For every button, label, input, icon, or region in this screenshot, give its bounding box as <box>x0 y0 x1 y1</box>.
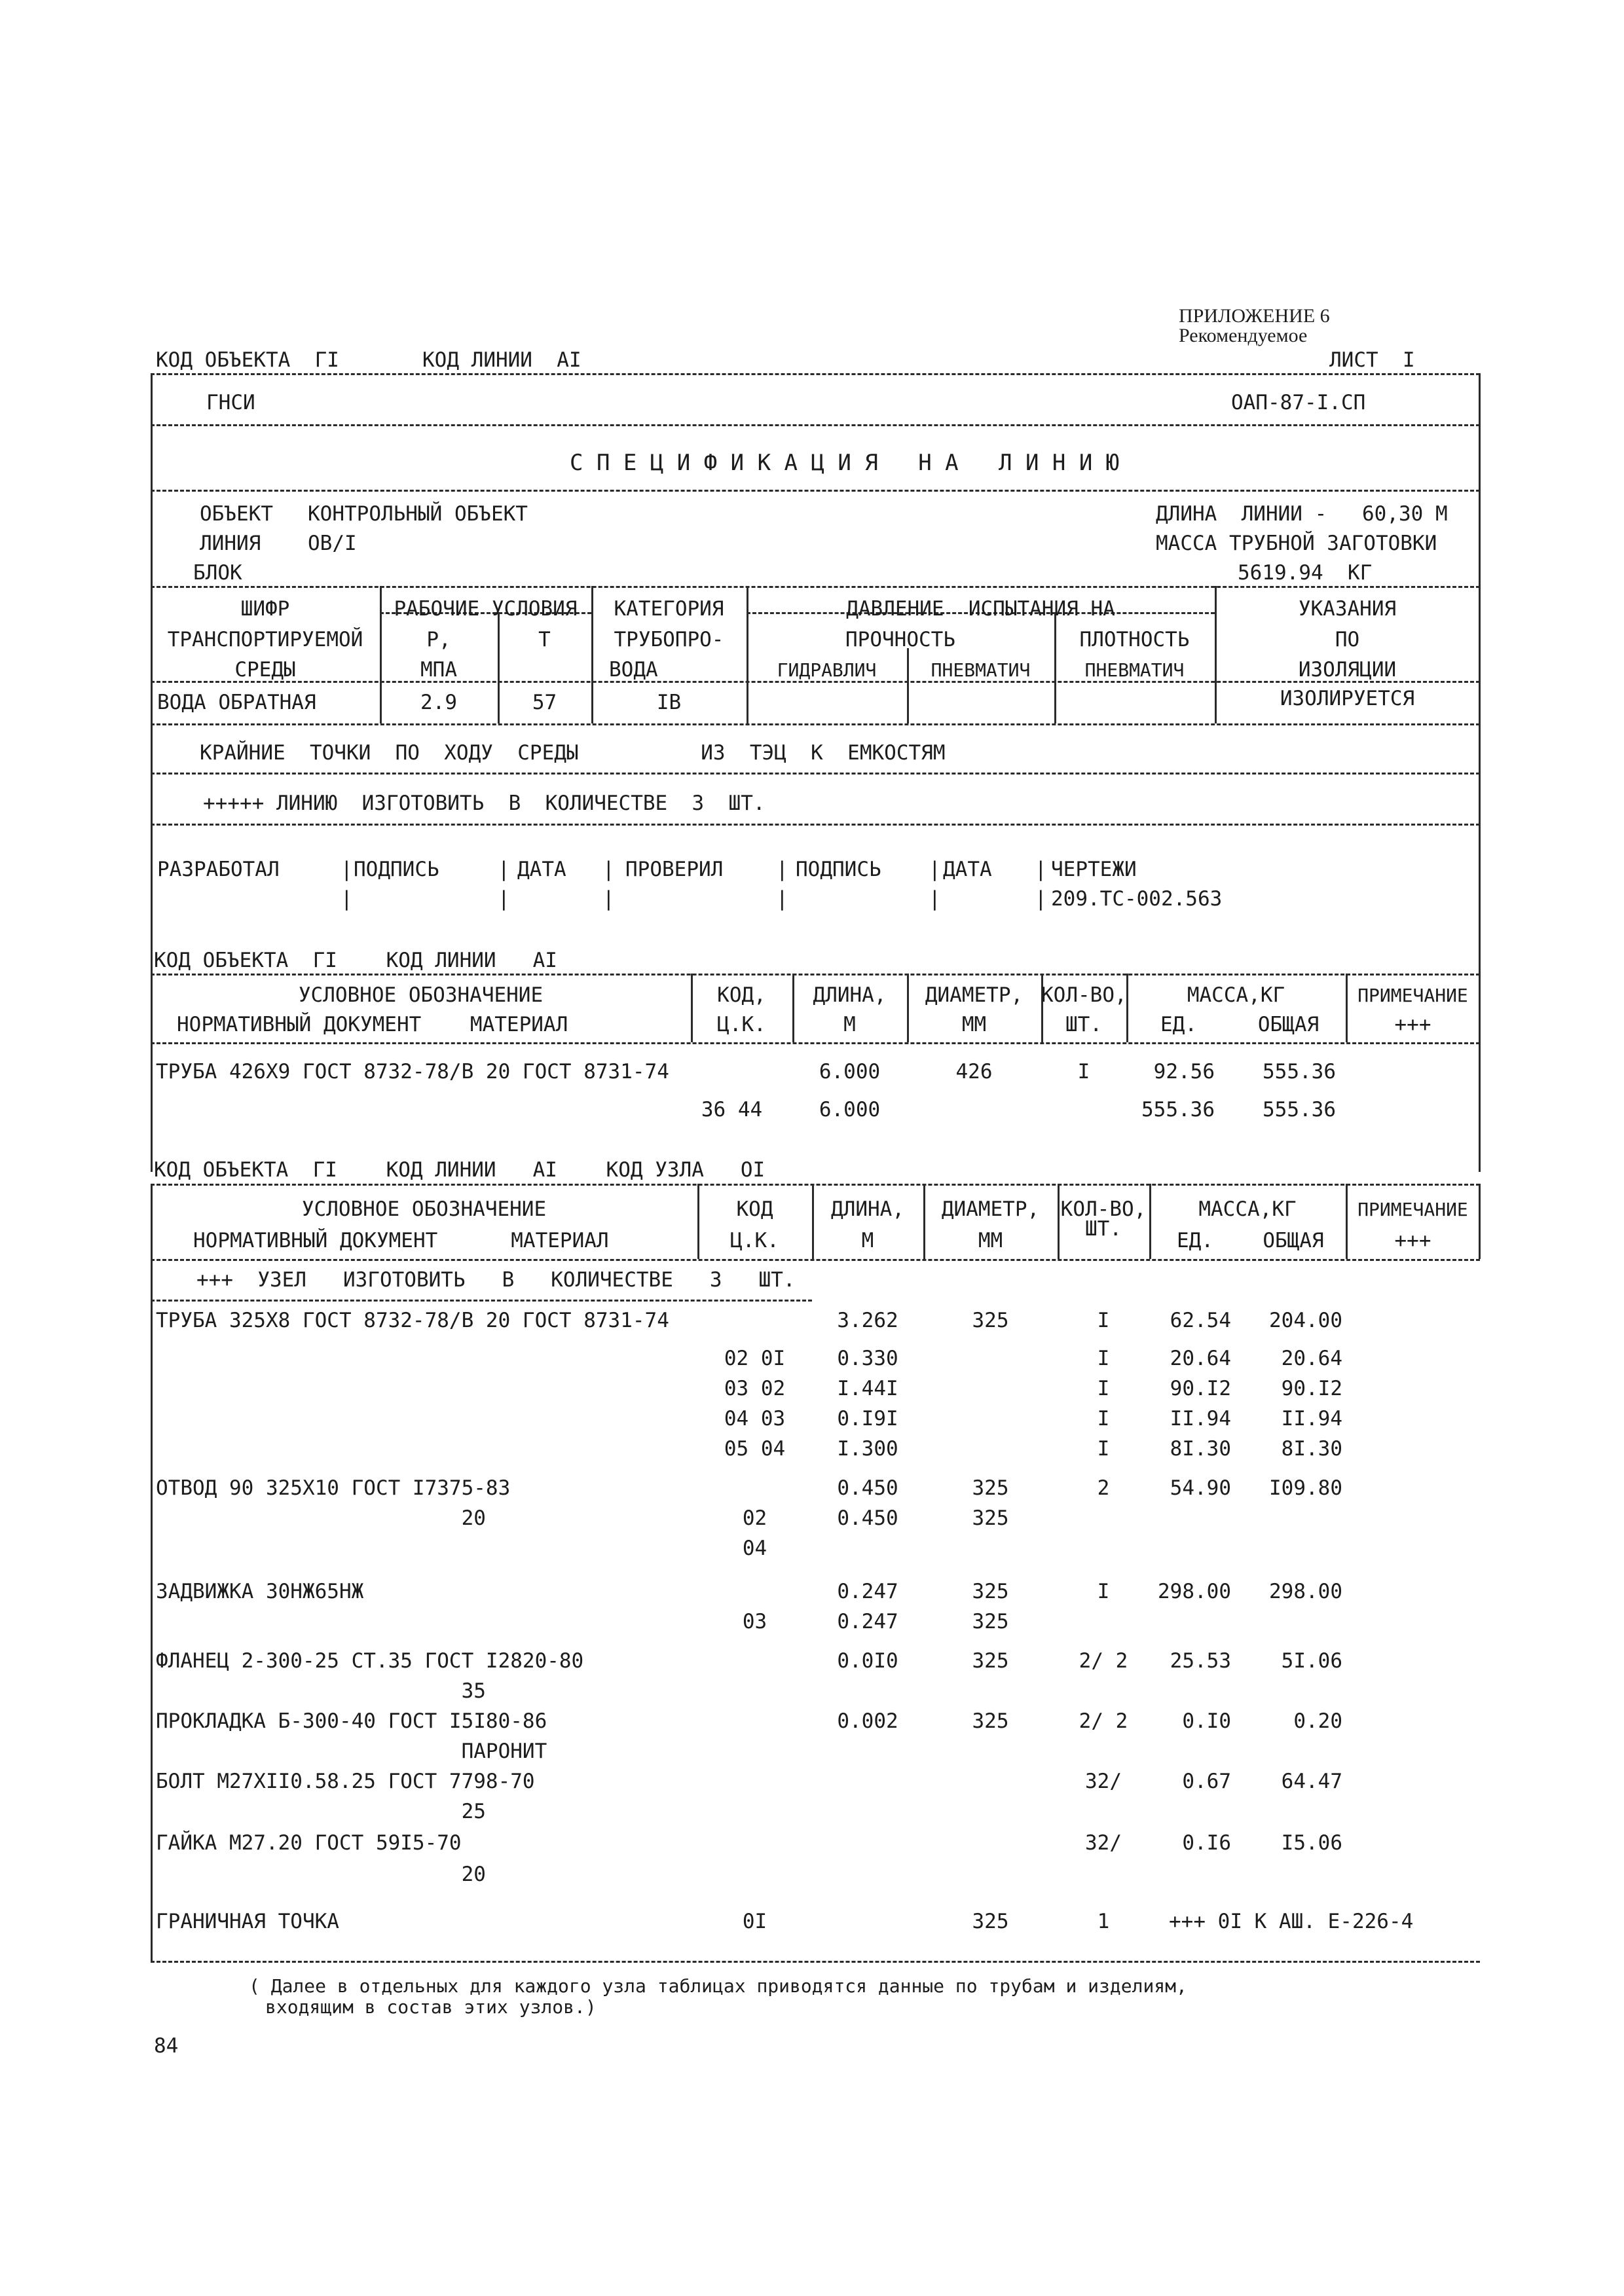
diameter-unit: ММ <box>978 1229 1003 1252</box>
row-unit-mass: 0.67 <box>1182 1770 1231 1793</box>
divider <box>151 1184 1480 1186</box>
insulation-value: ИЗОЛИРУЕТСЯ <box>1280 687 1415 710</box>
medium-value: ВОДА ОБРАТНАЯ <box>157 691 316 714</box>
mass-label: МАССА ТРУБНОЙ ЗАГОТОВКИ <box>1156 532 1437 555</box>
object-label: ОБЪЕКТ <box>200 502 273 526</box>
row-unit-mass: 90.I2 <box>1170 1377 1231 1400</box>
mass-total-header: ОБЩАЯ <box>1257 1013 1320 1036</box>
pressure-header: Р, <box>426 628 451 651</box>
note-header: ПРИМЕЧАНИЕ <box>1357 1199 1468 1220</box>
row-total-mass: 8I.30 <box>1281 1437 1342 1461</box>
signature-separator: | <box>1035 887 1047 911</box>
row-unit-mass: 54.90 <box>1170 1476 1231 1500</box>
diameter-unit: ММ <box>961 1013 987 1036</box>
divider <box>151 773 1480 774</box>
length-unit: М <box>843 1013 856 1036</box>
row-total-mass: I09.80 <box>1269 1476 1342 1500</box>
signature-label: ПОДПИСЬ <box>354 858 439 881</box>
signature-separator: | <box>776 887 788 911</box>
row-diameter: 325 <box>972 1610 1009 1633</box>
document-material-header: НОРМАТИВНЫЙ ДОКУМЕНТ МАТЕРИАЛ <box>177 1013 568 1036</box>
row-unit-mass: 298.00 <box>1158 1580 1231 1603</box>
length-header: ДЛИНА, <box>831 1197 904 1221</box>
note-header-2: +++ <box>1394 1013 1431 1036</box>
diameter-header: ДИАМЕТР, <box>941 1197 1040 1221</box>
footnote-line-2: входящим в состав этих узлов.) <box>265 1996 597 2018</box>
row-quantity: 32/ <box>1085 1770 1122 1793</box>
row-diameter: 325 <box>972 1649 1009 1673</box>
test-pressure-header: ДАВЛЕНИЕ ИСПЫТАНИЯ НА <box>846 597 1115 621</box>
object-code: КОД ОБЪЕКТА ГI <box>156 348 339 372</box>
row-code: 02 <box>742 1506 767 1530</box>
medium-header-3: СРЕДЫ <box>234 658 296 682</box>
drawings-label: ЧЕРТЕЖИ <box>1051 858 1137 881</box>
line-label: ЛИНИЯ <box>200 532 261 555</box>
length-label: ДЛИНА ЛИНИИ - <box>1156 502 1327 526</box>
insulation-header-2: ПО <box>1335 628 1360 651</box>
code-header: КОД <box>736 1197 773 1221</box>
row-total-mass: +++ 0I К АШ. Е-226-4 <box>1169 1910 1414 1933</box>
mass-unit-header: ЕД. <box>1160 1013 1197 1036</box>
line-value: ОВ/I <box>308 532 357 555</box>
row-quantity: 1 <box>1097 1910 1110 1933</box>
row-total-mass: 0.20 <box>1293 1709 1342 1733</box>
developed-by-label: РАЗРАБОТАЛ <box>157 858 280 881</box>
pneumatic-density-header: ПНЕВМАТИЧ <box>1084 659 1185 681</box>
row-total-mass: 90.I2 <box>1281 1377 1342 1400</box>
code-header-2: Ц.К. <box>730 1229 779 1252</box>
category-header-3: ВОДА <box>609 658 658 682</box>
row-quantity: I <box>1097 1309 1110 1332</box>
date-label: ДАТА <box>943 858 992 881</box>
insulation-header-3: ИЗОЛЯЦИИ <box>1298 658 1397 682</box>
row-length: 0.247 <box>837 1580 898 1603</box>
row-unit-mass: 20.64 <box>1170 1347 1231 1370</box>
row-name: ОТВОД 90 325Х10 ГОСТ I7375-83 <box>156 1476 511 1500</box>
object-value: КОНТРОЛЬНЫЙ ОБЪЕКТ <box>308 502 528 526</box>
row-name: 20 <box>156 1506 486 1530</box>
row-total-mass: II.94 <box>1281 1407 1342 1430</box>
signature-separator: | <box>341 887 353 911</box>
node-quantity-note: +++ УЗЕЛ ИЗГОТОВИТЬ В КОЛИЧЕСТВЕ 3 ШТ. <box>196 1268 796 1292</box>
row-unit-mass: 0.I6 <box>1182 1831 1231 1855</box>
line-row-quantity: I <box>1077 1060 1090 1084</box>
divider <box>151 1961 1480 1963</box>
category-value: IB <box>656 691 682 714</box>
row-length: 0.002 <box>837 1709 898 1733</box>
line-table-codes: КОД ОБЪЕКТА ГI КОД ЛИНИИ АI <box>154 949 557 972</box>
divider <box>151 974 1480 975</box>
line-row-total-mass: 555.36 <box>1263 1060 1336 1084</box>
row-name: 20 <box>156 1863 486 1886</box>
row-length: 0.I9I <box>837 1407 898 1430</box>
row-name: ГАЙКА М27.20 ГОСТ 59I5-70 <box>156 1831 462 1855</box>
appendix-title: ПРИЛОЖЕНИЕ 6 <box>1179 305 1330 327</box>
row-name: ПРОКЛАДКА Б-300-40 ГОСТ I5I80-86 <box>156 1709 547 1733</box>
drawing-number: 209.ТС-002.563 <box>1051 887 1223 911</box>
block-label: БЛОК <box>193 561 242 585</box>
line-row-unit-mass: 555.36 <box>1141 1098 1215 1121</box>
signature-separator: | <box>1035 858 1047 881</box>
footnote-line-1: ( Далее в отдельных для каждого узла таблицах приводятся данные по трубам и изделиям, <box>249 1975 1187 1997</box>
code-header: КОД, <box>717 983 766 1007</box>
line-row-name: ТРУБА 426Х9 ГОСТ 8732-78/В 20 ГОСТ 8731-74 <box>156 1060 669 1084</box>
node-table-codes: КОД ОБЪЕКТА ГI КОД ЛИНИИ АI КОД УЗЛА ОI <box>154 1158 766 1182</box>
temperature-value: 57 <box>532 691 557 714</box>
signature-separator: | <box>498 858 510 881</box>
row-unit-mass: 62.54 <box>1170 1309 1231 1332</box>
row-name: ЗАДВИЖКА 30НЖ65НЖ <box>156 1580 364 1603</box>
row-code: 04 <box>742 1537 767 1560</box>
row-diameter: 325 <box>972 1910 1009 1933</box>
row-code: 02 0I <box>724 1347 786 1370</box>
signature-separator: | <box>498 887 510 911</box>
category-header-1: КАТЕГОРИЯ <box>614 597 724 621</box>
checked-by-label: ПРОВЕРИЛ <box>625 858 724 881</box>
line-code: КОД ЛИНИИ АI <box>422 348 581 372</box>
row-length: 0.450 <box>837 1506 898 1530</box>
row-total-mass: 64.47 <box>1281 1770 1342 1793</box>
row-diameter: 325 <box>972 1580 1009 1603</box>
row-diameter: 325 <box>972 1506 1009 1530</box>
row-total-mass: 204.00 <box>1269 1309 1342 1332</box>
hydraulic-header: ГИДРАВЛИЧ <box>777 659 877 681</box>
divider <box>151 424 1480 426</box>
code-header-2: Ц.К. <box>717 1013 766 1036</box>
row-quantity: 2/ 2 <box>1079 1649 1128 1673</box>
divider <box>151 490 1480 492</box>
category-header-2: ТРУБОПРО- <box>614 628 724 651</box>
line-row-unit-mass: 92.56 <box>1153 1060 1215 1084</box>
line-row-total-mass: 555.36 <box>1263 1098 1336 1121</box>
work-conditions-header: РАБОЧИЕ УСЛОВИЯ <box>394 597 578 621</box>
insulation-header-1: УКАЗАНИЯ <box>1298 597 1397 621</box>
pneumatic-header: ПНЕВМАТИЧ <box>931 659 1031 681</box>
row-name: ТРУБА 325Х8 ГОСТ 8732-78/В 20 ГОСТ 8731-74 <box>156 1309 669 1332</box>
mass-total-header: ОБЩАЯ <box>1263 1229 1324 1252</box>
row-unit-mass: II.94 <box>1170 1407 1231 1430</box>
length-unit: М <box>861 1229 874 1252</box>
endpoints-text: КРАЙНИЕ ТОЧКИ ПО ХОДУ СРЕДЫ ИЗ ТЭЦ К ЕМКОСТЯМ <box>200 741 946 765</box>
row-length: 0.330 <box>837 1347 898 1370</box>
row-length: 0.0I0 <box>837 1649 898 1673</box>
note-header-2: +++ <box>1394 1229 1431 1252</box>
quantity-unit: ШТ. <box>1065 1013 1102 1036</box>
row-total-mass: 5I.06 <box>1281 1649 1342 1673</box>
row-diameter: 325 <box>972 1309 1009 1332</box>
line-row-code: 36 44 <box>701 1098 763 1121</box>
date-label: ДАТА <box>517 858 566 881</box>
row-code: 03 02 <box>724 1377 786 1400</box>
quantity-unit: ШТ. <box>1085 1217 1122 1241</box>
row-code: 03 <box>742 1610 767 1633</box>
doc-code: ОАП-87-I.СП <box>1231 391 1366 414</box>
density-header: ПЛОТНОСТЬ <box>1079 628 1190 651</box>
signature-separator: | <box>776 858 788 881</box>
mass-value: 5619.94 КГ <box>1238 561 1373 585</box>
line-row-length: 6.000 <box>819 1060 881 1084</box>
row-unit-mass: 0.I0 <box>1182 1709 1231 1733</box>
quantity-header: КОЛ-ВО, <box>1041 983 1127 1007</box>
designation-header: УСЛОВНОЕ ОБОЗНАЧЕНИЕ <box>301 1197 547 1221</box>
row-name: ГРАНИЧНАЯ ТОЧКА <box>156 1910 339 1933</box>
pressure-value: 2.9 <box>420 691 457 714</box>
row-name: 35 <box>156 1679 486 1703</box>
length-value: 60,30 М <box>1362 502 1448 526</box>
row-quantity: I <box>1097 1580 1110 1603</box>
row-code: 04 03 <box>724 1407 786 1430</box>
row-diameter: 325 <box>972 1709 1009 1733</box>
medium-header-1: ШИФР <box>240 597 290 621</box>
row-quantity: I <box>1097 1347 1110 1370</box>
page-title: С П Е Ц И Ф И К А Ц И Я Н А Л И Н И Ю <box>570 450 1120 476</box>
row-total-mass: 20.64 <box>1281 1347 1342 1370</box>
signature-label: ПОДПИСЬ <box>796 858 881 881</box>
mass-header: МАССА,КГ <box>1187 983 1285 1007</box>
strength-header: ПРОЧНОСТЬ <box>845 628 955 651</box>
row-quantity: I <box>1097 1437 1110 1461</box>
row-name: ФЛАНЕЦ 2-300-25 СТ.35 ГОСТ I2820-80 <box>156 1649 584 1673</box>
appendix-subtitle: Рекомендуемое <box>1179 325 1308 346</box>
row-quantity: I <box>1097 1377 1110 1400</box>
row-unit-mass: 8I.30 <box>1170 1437 1231 1461</box>
document-material-header: НОРМАТИВНЫЙ ДОКУМЕНТ МАТЕРИАЛ <box>193 1229 609 1252</box>
page-number: 84 <box>154 2034 179 2058</box>
row-unit-mass: 25.53 <box>1170 1649 1231 1673</box>
diameter-header: ДИАМЕТР, <box>925 983 1024 1007</box>
signature-separator: | <box>602 887 615 911</box>
divider <box>151 723 1480 725</box>
row-quantity: 2 <box>1097 1476 1110 1500</box>
mass-header: МАССА,КГ <box>1198 1197 1297 1221</box>
line-row-length: 6.000 <box>819 1098 881 1121</box>
line-quantity-note: +++++ ЛИНИЮ ИЗГОТОВИТЬ В КОЛИЧЕСТВЕ 3 ШТ. <box>203 792 766 815</box>
row-code: 0I <box>742 1910 767 1933</box>
temperature-header: Т <box>538 628 551 651</box>
divider <box>151 1259 1480 1261</box>
divider <box>151 681 1480 683</box>
signature-separator: | <box>929 887 941 911</box>
row-length: I.44I <box>837 1377 898 1400</box>
signature-separator: | <box>341 858 353 881</box>
signature-separator: | <box>602 858 615 881</box>
signature-separator: | <box>929 858 941 881</box>
designation-header: УСЛОВНОЕ ОБОЗНАЧЕНИЕ <box>298 983 544 1007</box>
row-length: 0.247 <box>837 1610 898 1633</box>
sheet-number: ЛИСТ I <box>1329 348 1415 372</box>
note-header: ПРИМЕЧАНИЕ <box>1357 985 1468 1006</box>
row-name: ПАРОНИТ <box>156 1740 547 1763</box>
col-line <box>907 648 909 723</box>
divider <box>151 586 1480 588</box>
row-length: I.300 <box>837 1437 898 1461</box>
row-length: 3.262 <box>837 1309 898 1332</box>
divider <box>151 1042 1480 1044</box>
mass-unit-header: ЕД. <box>1177 1229 1213 1252</box>
row-total-mass: 298.00 <box>1269 1580 1342 1603</box>
row-length: 0.450 <box>837 1476 898 1500</box>
pressure-unit: МПА <box>420 658 457 682</box>
row-total-mass: I5.06 <box>1281 1831 1342 1855</box>
medium-header-2: ТРАНСПОРТИРУЕМОЙ <box>167 628 363 651</box>
row-code: 05 04 <box>724 1437 786 1461</box>
row-name: БОЛТ М27ХII0.58.25 ГОСТ 7798-70 <box>156 1770 535 1793</box>
length-header: ДЛИНА, <box>813 983 887 1007</box>
divider <box>151 1300 812 1302</box>
row-quantity: I <box>1097 1407 1110 1430</box>
divider <box>151 824 1480 826</box>
row-quantity: 2/ 2 <box>1079 1709 1128 1733</box>
quantity-header: КОЛ-ВО, <box>1060 1197 1147 1221</box>
divider <box>151 373 1480 375</box>
row-name: 25 <box>156 1800 486 1823</box>
row-diameter: 325 <box>972 1476 1009 1500</box>
row-quantity: 32/ <box>1085 1831 1122 1855</box>
org-name: ГНСИ <box>206 391 255 414</box>
line-row-diameter: 426 <box>955 1060 993 1084</box>
